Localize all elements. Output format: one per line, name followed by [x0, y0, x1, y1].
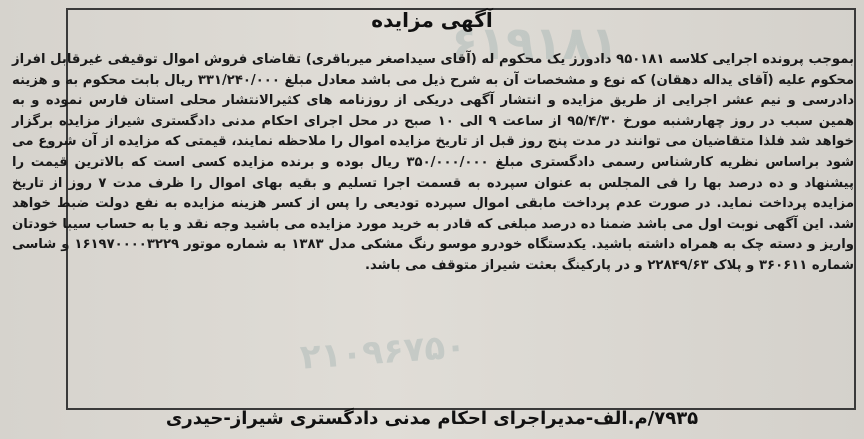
watermark-bottom: ۲۱۰۹۶۷۵۰ — [298, 326, 468, 378]
notice-body — [12, 50, 854, 277]
notice-title: آگهی مزایده — [371, 8, 493, 32]
notice-body-text: بموجب پرونده اجرایی کلاسه ۹۵۰۱۸۱ دادورز یک محکوم له (آقای سیداصغر میرباقری) تقاضای فروش اموال توقیفی غیرقابل افراز محکوم علیه (آقای یداله دهقان) که نوع و مشخصات آن به شرح ذیل می باشد معادل مبلغ ۳۳۱/۲۴۰/۰۰۰ ریال بابت محکوم به و هزینه دادرسی و نیم عشر اجرایی از طریق مزایده و انتشار آگهی دریکی از روزنامه های کثیرالانتشار محلی استان فارس نموده و به همین سبب در روز چهارشنبه مورخ ۹۵/۴/۳۰ از ساعت ۹ الی ۱۰ صبح در محل اجرای احکام مدنی دادگستری شیراز مزایده برگزار خواهد شد فلذا متقاضیان می توانند در مدت پنج روز قبل از تاریخ مزایده اموال را ملاحظه نمایند، قیمتی که مزایده از آن شروع می شود براساس نظریه کارشناس رسمی دادگستری مبلغ ۳۵۰/۰۰۰/۰۰۰ ریال بوده و برنده مزایده کسی است که بالاترین قیمت را پیشنهاد و ده درصد بها را فی المجلس به عنوان سپرده به قسمت اجرا تسلیم و بقیه بهای اموال را ظرف مدت ۷ روز از تاریخ مزایده پرداخت نماید. در صورت عدم پرداخت مابقی اموال سپرده تودیعی را پس از کسر هزینه مزایده به نفع دولت ضبط خواهد شد. این آگهی نوبت اول می باشد ضمنا ده درصد مبلغی که قادر به خرید مورد مزایده می باشید وجه نقد و یا به حساب سیبا خودتان واریز و دسته چک به همراه داشته باشید. یکدستگاه خودرو موسو رنگ مشکی مدل ۱۳۸۳ به شماره موتور ۱۶۱۹۷۰۰۰۰۳۲۲۹ و شاسی شماره ۳۶۰۶۱۱ و پلاک ۲۲۸۴۹/۶۳ و در پارکینگ بعثت شیراز متوقف می باشد. — [12, 52, 855, 273]
notice-footer: ۷۹۳۵/م.الف-مدیراجرای احکام مدنی دادگستری شیراز-حیدری — [165, 408, 699, 429]
watermark-top: ۶۱۹۱۸۱ — [450, 16, 619, 70]
